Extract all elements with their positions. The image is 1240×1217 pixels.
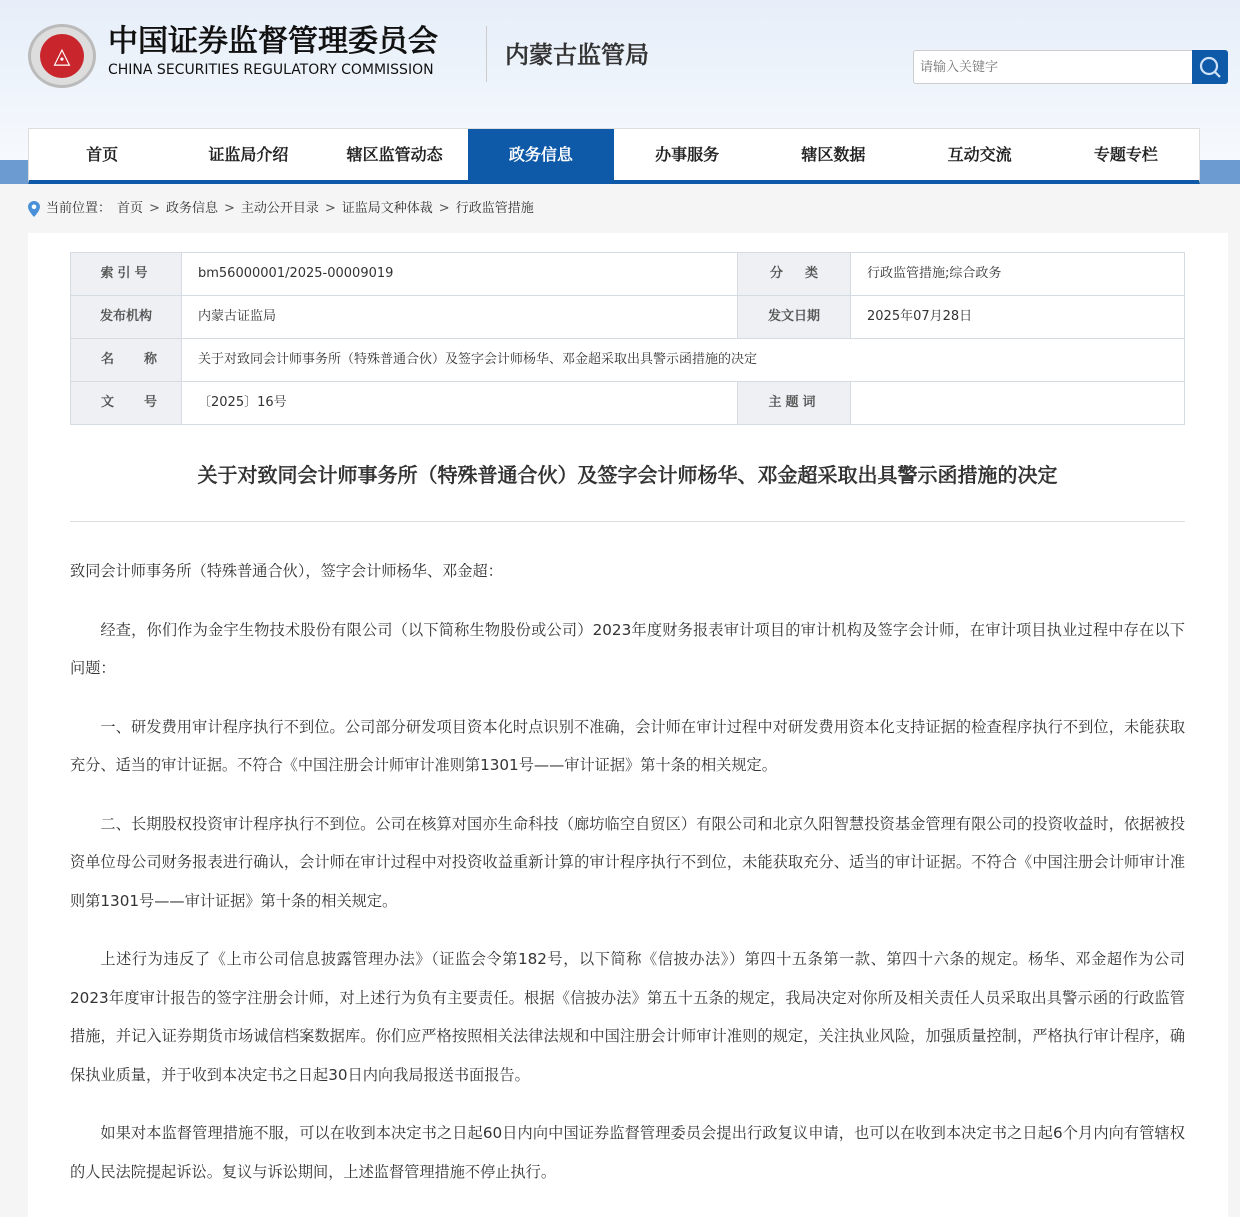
name-value: 关于对致同会计师事务所（特殊普通合伙）及签字会计师杨华、邓金超采取出具警示函措施的决定 <box>182 339 1185 382</box>
csrc-logo[interactable] <box>28 24 96 88</box>
paragraph: 经查，你们作为金宇生物技术股份有限公司（以下简称生物股份或公司）2023年度财务报表审计项目的审计机构及签字会计师，在审计项目执业过程中存在以下问题： <box>70 620 1185 677</box>
content-panel <box>28 233 1228 1217</box>
breadcrumb-gov-info[interactable]: 政务信息 <box>165 201 218 216</box>
nav-intro[interactable]: 证监局介绍 <box>208 145 289 164</box>
publisher-value: 内蒙古证监局 <box>182 296 738 339</box>
search-box <box>913 50 1228 84</box>
breadcrumb-label: 当前位置： <box>46 201 112 216</box>
index-value: bm56000001/2025-00009019 <box>182 253 738 296</box>
document-meta-table <box>70 252 1185 425</box>
nav-data[interactable]: 辖区数据 <box>801 145 866 164</box>
search-input[interactable] <box>913 50 1192 84</box>
breadcrumb-home[interactable]: 首页 <box>117 201 144 216</box>
index-label: 索引号 <box>71 253 182 296</box>
salutation: 致同会计师事务所（特殊普通合伙），签字会计师杨华、邓金超： <box>70 562 503 580</box>
paragraph: 如果对本监督管理措施不服，可以在收到本决定书之日起60日内向中国证券监督管理委员会提出行政复议申请，也可以在收到本决定书之日起6个月内向有管辖权的人民法院提起诉讼。复议与诉讼期间，上述监督管理措施不停止执行。 <box>70 1124 1185 1181</box>
article-body <box>70 552 1185 1211</box>
nav-interaction[interactable]: 互动交流 <box>947 145 1012 164</box>
category-label: 分类 <box>738 253 851 296</box>
divider <box>486 26 487 82</box>
paragraph: 一、研发费用审计程序执行不到位。公司部分研发项目资本化时点识别不准确，会计师在审计过程中对研发费用资本化支持证据的检查程序执行不到位，未能获取充分、适当的审计证据。不符合《中国注册会计师审计准则第1301号——审计证据》第十条的相关规定。 <box>70 717 1185 774</box>
org-name-en: CHINA SECURITIES REGULATORY COMMISSION <box>108 62 434 78</box>
nav-government-info[interactable]: 政务信息 <box>468 129 614 180</box>
paragraph: 二、长期股权投资审计程序执行不到位。公司在核算对国亦生命科技（廊坊临空自贸区）有限公司和北京久阳智慧投资基金管理有限公司的投资收益时，依据被投资单位母公司财务报表进行确认，会计师在审计过程中对投资收益重新计算的审计程序执行不到位，未能获取充分、适当的审计证据。不符合《中国注册会计师审计准则第1301号——审计证据》第十条的相关规定。 <box>70 814 1185 910</box>
logo-emblem-icon: ◬ <box>40 34 84 78</box>
breadcrumb-doc-types[interactable]: 证监局文种体裁 <box>341 201 433 216</box>
nav-services[interactable]: 办事服务 <box>655 145 720 164</box>
date-value: 2025年07月28日 <box>851 296 1185 339</box>
keywords-label: 主题词 <box>738 382 851 425</box>
docno-value: 〔2025〕16号 <box>182 382 738 425</box>
location-pin-icon <box>28 201 40 217</box>
name-label: 名称 <box>71 339 182 382</box>
docno-label: 文号 <box>71 382 182 425</box>
org-name-cn: 中国证券监督管理委员会 <box>108 24 438 59</box>
title-divider <box>70 521 1185 522</box>
nav-home[interactable]: 首页 <box>86 145 119 164</box>
nav-topics[interactable]: 专题专栏 <box>1093 145 1158 164</box>
main-nav <box>28 128 1200 184</box>
publisher-label: 发布机构 <box>71 296 182 339</box>
bureau-name: 内蒙古监管局 <box>505 41 649 69</box>
keywords-value <box>851 382 1185 425</box>
nav-dynamics[interactable]: 辖区监管动态 <box>346 145 443 164</box>
search-icon <box>1198 55 1222 79</box>
breadcrumb-catalog[interactable]: 主动公开目录 <box>240 201 319 216</box>
article-title: 关于对致同会计师事务所（特殊普通合伙）及签字会计师杨华、邓金超采取出具警示函措施的决定 <box>197 463 1058 487</box>
paragraph: 上述行为违反了《上市公司信息披露管理办法》（证监会令第182号，以下简称《信披办法》）第四十五条第一款、第四十六条的规定。杨华、邓金超作为公司2023年度审计报告的签字注册会计师，对上述行为负有主要责任。根据《信披办法》第五十五条的规定，我局决定对你所及相关责任人员采取出具警示函的行政监管措施，并记入证券期货市场诚信档案数据库。你们应严格按照相关法律法规和中国注册会计师审计准则的规定，关注执业风险，加强质量控制，严格执行审计程序，确保执业质量，并于收到本决定书之日起30日内向我局报送书面报告。 <box>70 950 1185 1084</box>
search-button[interactable] <box>1192 50 1228 84</box>
breadcrumb: 当前位置： 首页 > 政务信息 > 主动公开目录 > 证监局文种体裁 > 行政监管措施 <box>28 200 534 218</box>
breadcrumb-current[interactable]: 行政监管措施 <box>455 201 534 216</box>
date-label: 发文日期 <box>738 296 851 339</box>
category-value: 行政监管措施;综合政务 <box>851 253 1185 296</box>
